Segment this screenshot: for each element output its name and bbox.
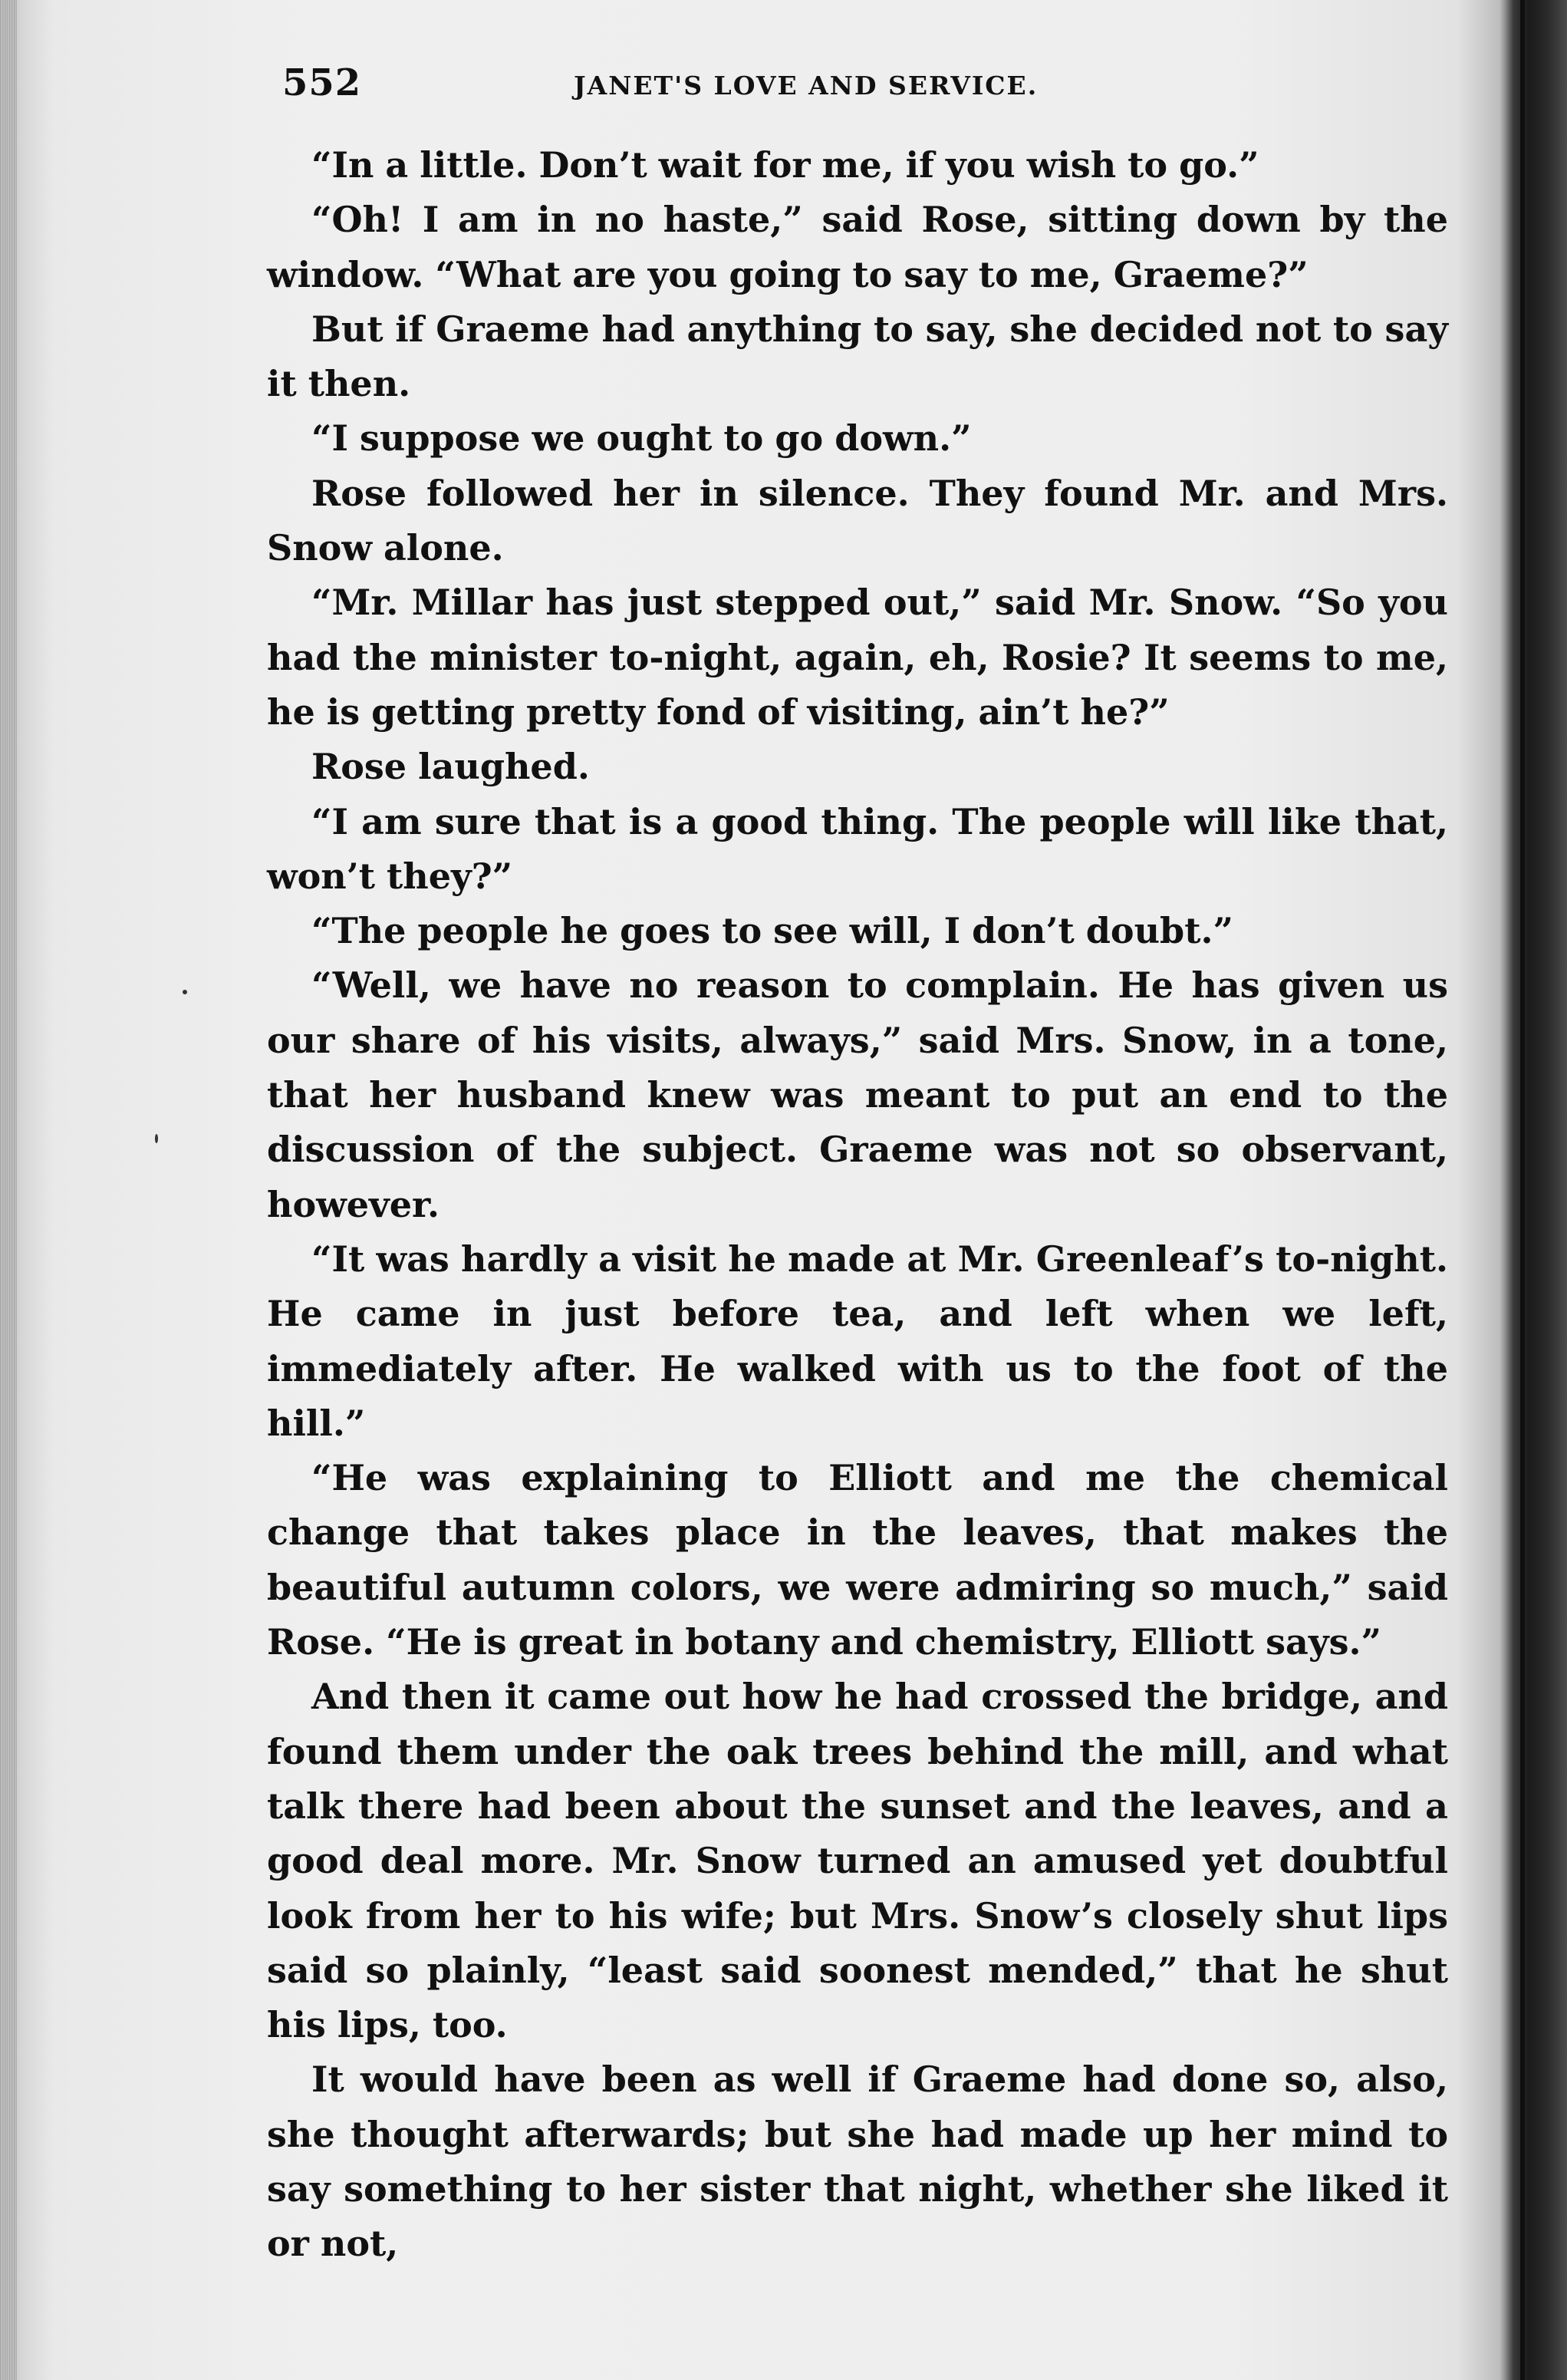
paragraph: But if Graeme had anything to say, she decided not to say it then. [267, 308, 1448, 405]
paragraph: “The people he goes to see will, I don’t doubt.” [311, 910, 1233, 952]
page-number: 552 [282, 61, 362, 104]
book-page [267, 54, 1448, 2272]
book-binding [1506, 0, 1567, 2380]
page-header [267, 54, 1448, 138]
paragraph: “Mr. Millar has just stepped out,” said Mr. Snow. “So you had the minister to-night, again, eh, Rosie? It seems to me, he is getting pretty fond of visiting, ain’t he?” [267, 582, 1448, 733]
paragraph: “I am sure that is a good thing. The people will like that, won’t they?” [267, 800, 1448, 897]
paragraph: Rose laughed. [311, 746, 590, 788]
page-stack-edge [0, 0, 17, 2380]
binding-shadow [1520, 0, 1525, 2380]
paragraph: “In a little. Don’t wait for me, if you wish to go.” [311, 144, 1259, 186]
running-title: JANET'S LOVE AND SERVICE. [574, 71, 1039, 101]
paragraph: “It was hardly a visit he made at Mr. Greenleaf’s to-night. He came in just before tea, and left when we left, immediately after. He walked with us to the foot of the hill.” [267, 1238, 1448, 1444]
paragraph: “Oh! I am in no haste,” said Rose, sitting down by the window. “What are you going to say to me, Graeme?” [267, 199, 1448, 295]
paragraph: It would have been as well if Graeme had done so, also, she thought afterwards; but she had made up her mind to say something to her sister that night, whether she liked it or not, [267, 2059, 1448, 2265]
body-text [267, 138, 1448, 2272]
paragraph: “Well, we have no reason to complain. He has given us our share of his visits, always,” said Mrs. Snow, in a tone, that her husband knew was meant to put an end to the discussion of the subject. Graeme was not so observant, however. [267, 964, 1448, 1225]
paragraph: “I suppose we ought to go down.” [311, 417, 972, 460]
paragraph: Rose followed her in silence. They found Mr. and Mrs. Snow alone. [267, 472, 1448, 569]
ink-speck [183, 990, 187, 994]
paragraph: “He was explaining to Elliott and me the chemical change that takes place in the leaves, that makes the beautiful autumn colors, we were admiring so much,” said Rose. “He is great in botany and chemistry, Elliott says.” [267, 1457, 1448, 1663]
paragraph: And then it came out how he had crossed the bridge, and found them under the oak trees behind the mill, and what talk there had been about the sunset and the leaves, and a good deal more. Mr. Snow turned an amused yet doubtful look from her to his wife; but Mrs. Snow’s closely shut lips said so plainly, “least said soonest mended,” that he shut his lips, too. [267, 1676, 1448, 2046]
ink-speck [155, 1134, 158, 1143]
